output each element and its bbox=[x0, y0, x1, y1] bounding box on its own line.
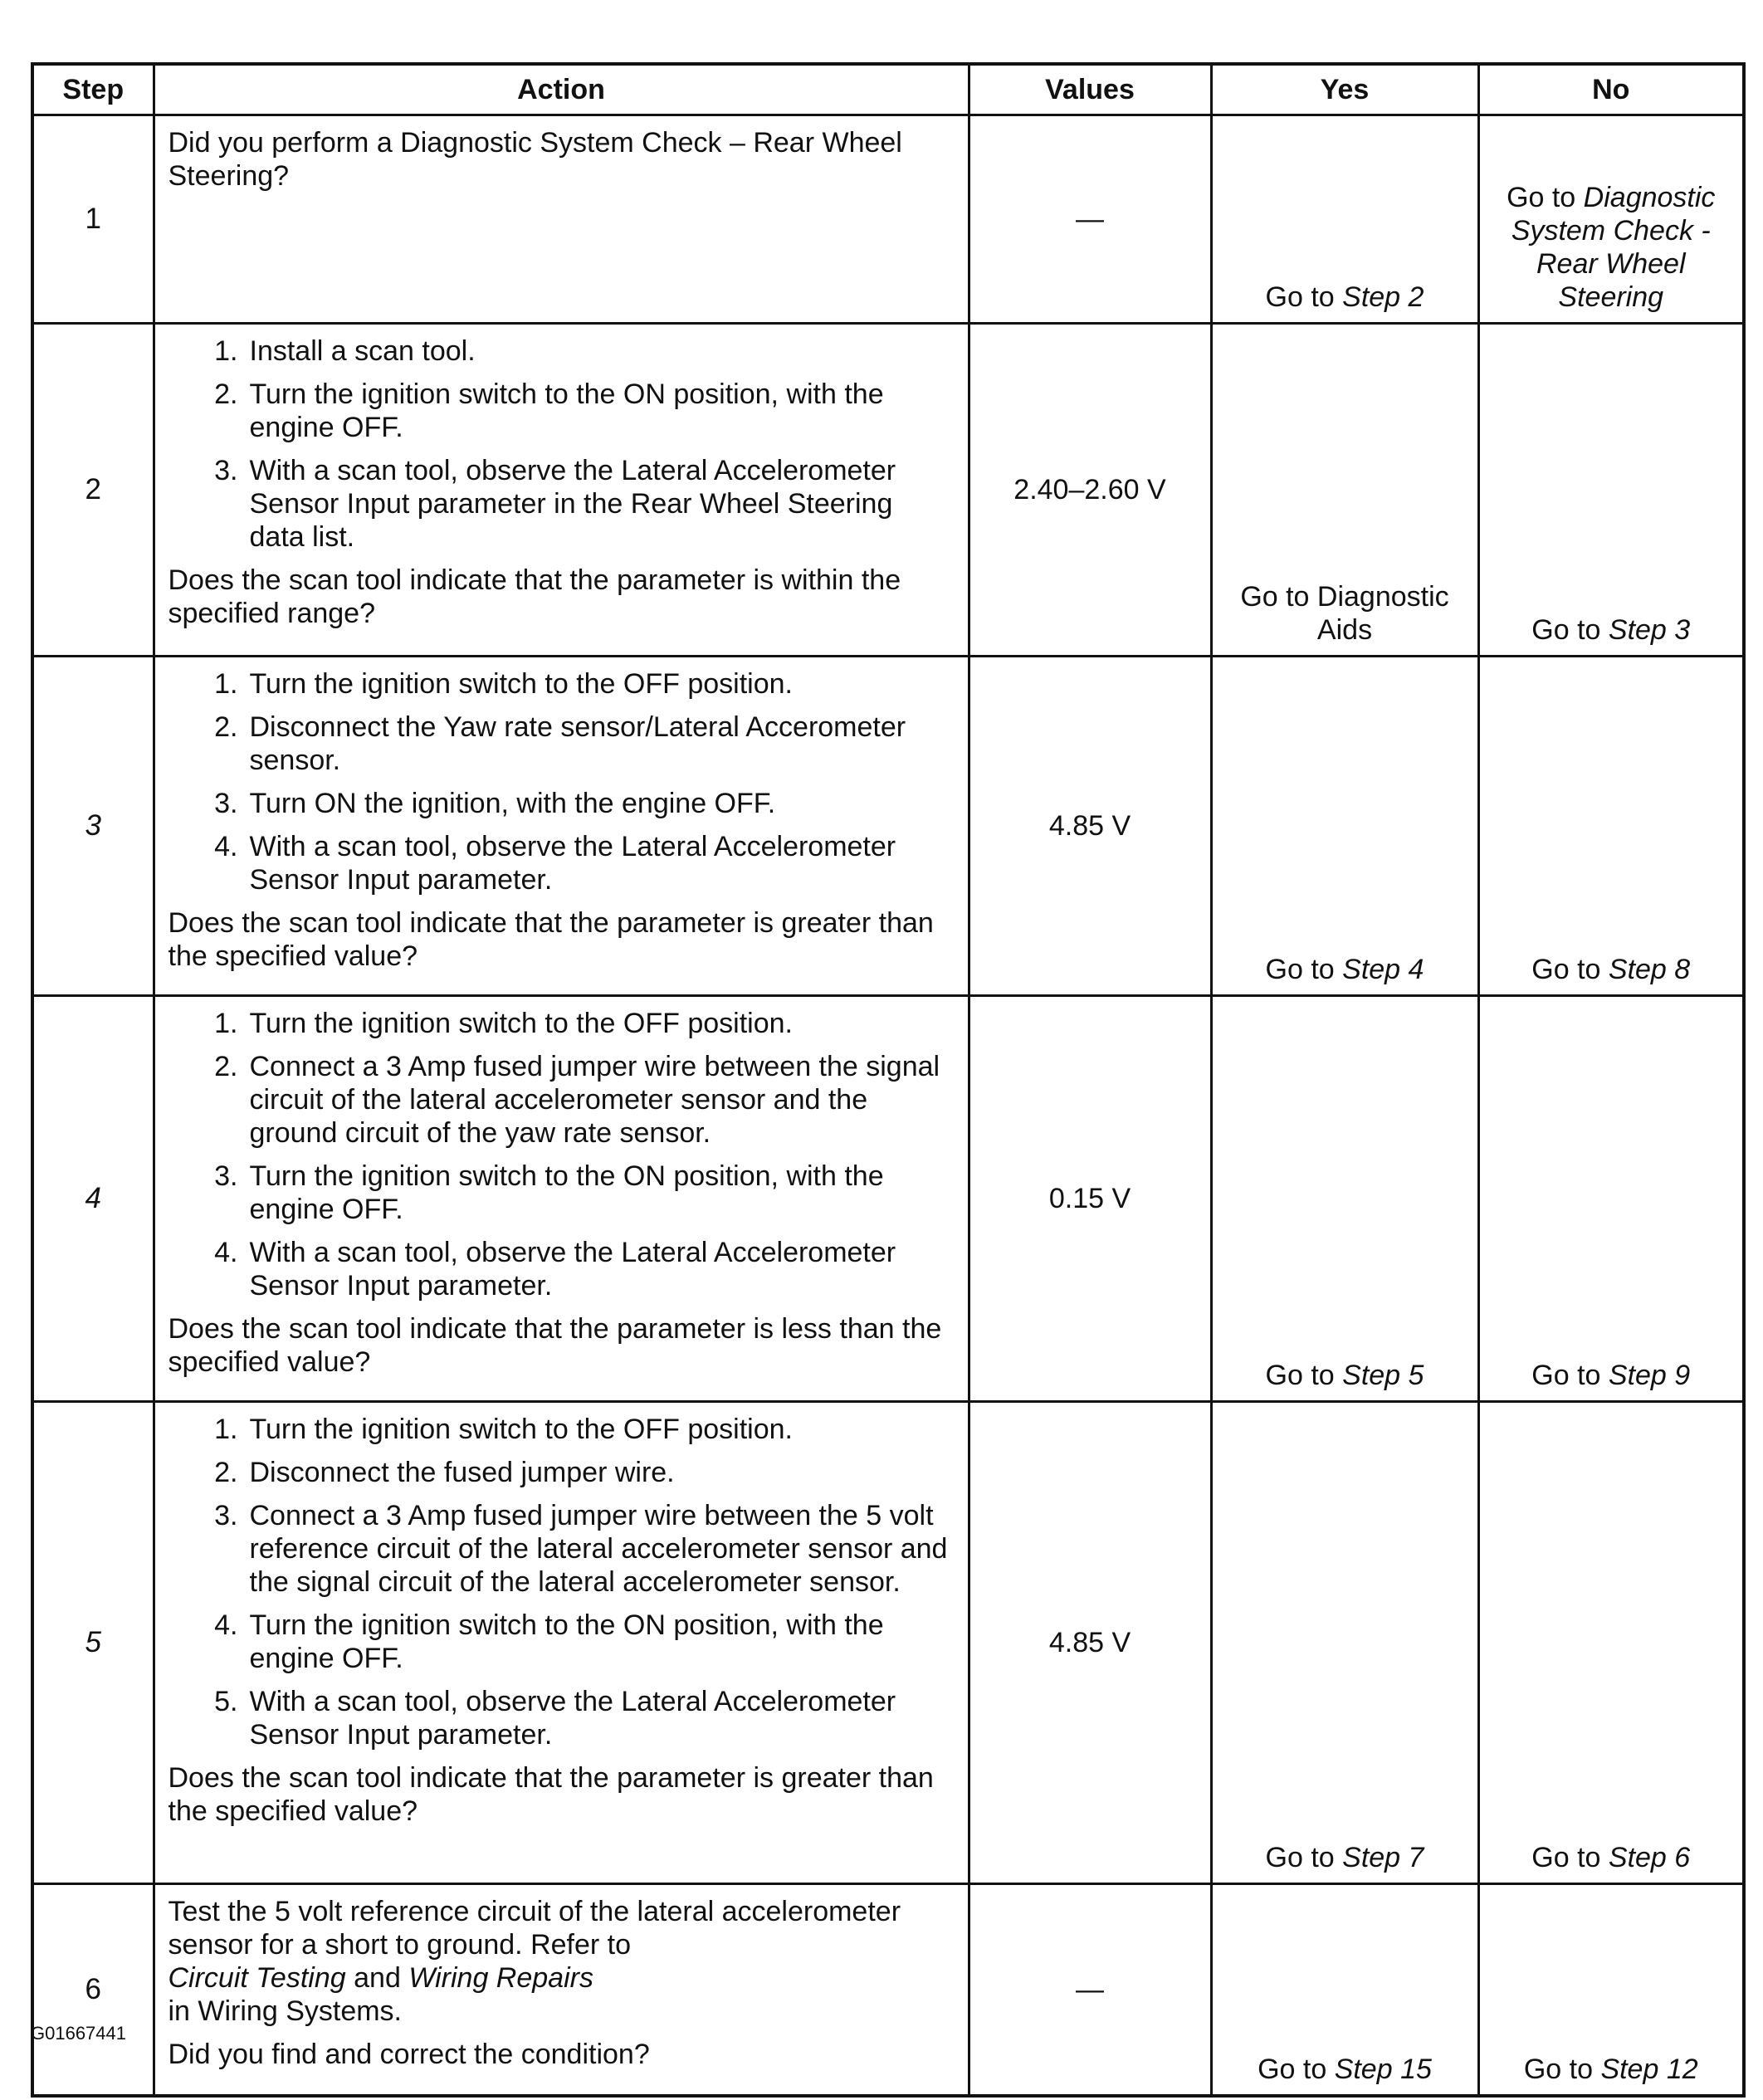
yes-link[interactable]: Step 5 bbox=[1342, 1360, 1424, 1391]
no-prefix: Go to bbox=[1531, 1842, 1609, 1873]
yes-prefix: Go to bbox=[1258, 2054, 1335, 2085]
instruction-item: 1. Turn the ignition switch to the OFF position. bbox=[214, 1008, 793, 1039]
diagnostic-table-container bbox=[31, 62, 1742, 2098]
instruction-list bbox=[168, 1007, 955, 1302]
action-cell bbox=[154, 1884, 969, 2097]
circuit-testing-link[interactable]: Circuit Testing bbox=[168, 1962, 346, 1994]
header-no: No bbox=[1478, 64, 1744, 115]
instruction-item: 3. Connect a 3 Amp fused jumper wire between the 5 volt reference circuit of the lateral accelerometer sensor and the signal circuit of the lateral accelerometer sensor. bbox=[214, 1500, 948, 1598]
no-link[interactable]: Step 8 bbox=[1608, 954, 1691, 985]
action-instruction: Test the 5 volt reference circuit of the lateral accelerometer sensor for a short to ground. Refer to Circuit Testing and Wiring Repairs in Wiring Systems. bbox=[168, 1896, 901, 2027]
step-number: 4 bbox=[32, 996, 154, 1402]
yes-prefix: Go to bbox=[1265, 1842, 1343, 1873]
yes-link[interactable]: Go to Diagnostic Aids bbox=[1240, 581, 1449, 646]
instruction-item: 5. With a scan tool, observe the Lateral Accelerometer Sensor Input parameter. bbox=[214, 1686, 896, 1751]
table-row bbox=[32, 657, 1744, 996]
table-row bbox=[32, 996, 1744, 1402]
instruction-item: 1. Install a scan tool. bbox=[214, 335, 476, 367]
action-cell bbox=[154, 115, 969, 324]
yes-cell bbox=[1211, 324, 1478, 657]
step-number: 2 bbox=[32, 324, 154, 657]
instruction-list bbox=[168, 1413, 955, 1751]
values-cell: — bbox=[969, 115, 1211, 324]
table-row bbox=[32, 1884, 1744, 2097]
action-cell bbox=[154, 324, 969, 657]
instruction-item: 4. With a scan tool, observe the Lateral Accelerometer Sensor Input parameter. bbox=[214, 831, 896, 896]
step-number: 1 bbox=[32, 115, 154, 324]
table-row bbox=[32, 1402, 1744, 1884]
action-question: Does the scan tool indicate that the parameter is within the specified range? bbox=[168, 564, 901, 629]
yes-link[interactable]: Step 15 bbox=[1334, 2054, 1432, 2085]
instruction-item: 1. Turn the ignition switch to the OFF position. bbox=[214, 1414, 793, 1445]
no-link[interactable]: Diagnostic System Check - Rear Wheel Steering bbox=[1511, 182, 1716, 313]
yes-link[interactable]: Step 2 bbox=[1342, 281, 1424, 313]
step-number: 3 bbox=[32, 657, 154, 996]
instruction-item: 2. Turn the ignition switch to the ON position, with the engine OFF. bbox=[214, 378, 884, 443]
instruction-item: 2. Connect a 3 Amp fused jumper wire between the signal circuit of the lateral accelerometer sensor and the ground circuit of the yaw rate sensor. bbox=[214, 1051, 940, 1149]
yes-cell bbox=[1211, 1402, 1478, 1884]
no-link[interactable]: Step 6 bbox=[1608, 1842, 1691, 1873]
yes-link[interactable]: Step 7 bbox=[1342, 1842, 1424, 1873]
instruction-item: 2. Disconnect the Yaw rate sensor/Lateral Accerometer sensor. bbox=[214, 711, 906, 776]
figure-id: G01667441 bbox=[31, 2023, 126, 2044]
values-cell: 2.40–2.60 V bbox=[969, 324, 1211, 657]
action-question: Did you perform a Diagnostic System Check – Rear Wheel Steering? bbox=[168, 127, 902, 192]
step-number: 5 bbox=[32, 1402, 154, 1884]
no-cell bbox=[1478, 996, 1744, 1402]
no-cell bbox=[1478, 115, 1744, 324]
yes-cell bbox=[1211, 657, 1478, 996]
action-question: Does the scan tool indicate that the parameter is greater than the specified value? bbox=[168, 907, 934, 972]
action-question: Did you find and correct the condition? bbox=[168, 2039, 650, 2070]
no-link[interactable]: Step 9 bbox=[1608, 1360, 1691, 1391]
action-cell bbox=[154, 657, 969, 996]
header-action: Action bbox=[154, 64, 969, 115]
table-row bbox=[32, 115, 1744, 324]
no-cell bbox=[1478, 657, 1744, 996]
yes-link[interactable]: Step 4 bbox=[1342, 954, 1424, 985]
yes-cell bbox=[1211, 996, 1478, 1402]
yes-prefix: Go to bbox=[1265, 954, 1343, 985]
wiring-repairs-link[interactable]: Wiring Repairs bbox=[408, 1962, 593, 1994]
yes-cell bbox=[1211, 115, 1478, 324]
instruction-item: 3. Turn ON the ignition, with the engine OFF. bbox=[214, 788, 776, 819]
instruction-list bbox=[168, 335, 955, 554]
no-cell bbox=[1478, 1884, 1744, 2097]
diagnostic-table bbox=[31, 62, 1746, 2098]
instruction-item: 2. Disconnect the fused jumper wire. bbox=[214, 1457, 675, 1488]
instruction-item: 3. With a scan tool, observe the Lateral Accelerometer Sensor Input parameter in the Rear Wheel Steering data list. bbox=[214, 455, 896, 553]
no-cell bbox=[1478, 1402, 1744, 1884]
instruction-item: 3. Turn the ignition switch to the ON position, with the engine OFF. bbox=[214, 1160, 884, 1225]
header-yes: Yes bbox=[1211, 64, 1478, 115]
instruction-item: 1. Turn the ignition switch to the OFF position. bbox=[214, 668, 793, 700]
values-cell: 0.15 V bbox=[969, 996, 1211, 1402]
action-question: Does the scan tool indicate that the parameter is less than the specified value? bbox=[168, 1313, 942, 1378]
values-cell: 4.85 V bbox=[969, 1402, 1211, 1884]
action-question: Does the scan tool indicate that the parameter is greater than the specified value? bbox=[168, 1762, 934, 1827]
header-step: Step bbox=[32, 64, 154, 115]
table-row bbox=[32, 324, 1744, 657]
yes-prefix: Go to bbox=[1265, 281, 1343, 313]
yes-prefix: Go to bbox=[1265, 1360, 1343, 1391]
no-link[interactable]: Step 3 bbox=[1608, 614, 1691, 646]
yes-cell bbox=[1211, 1884, 1478, 2097]
step-number: 6 bbox=[32, 1884, 154, 2097]
no-prefix: Go to bbox=[1531, 614, 1609, 646]
no-prefix: Go to bbox=[1531, 954, 1609, 985]
no-prefix: Go to bbox=[1523, 2054, 1601, 2085]
header-values: Values bbox=[969, 64, 1211, 115]
instruction-item: 4. Turn the ignition switch to the ON position, with the engine OFF. bbox=[214, 1609, 884, 1674]
values-cell: — bbox=[969, 1884, 1211, 2097]
header-row bbox=[32, 64, 1744, 115]
values-cell: 4.85 V bbox=[969, 657, 1211, 996]
no-cell bbox=[1478, 324, 1744, 657]
no-prefix: Go to bbox=[1531, 1360, 1609, 1391]
action-cell bbox=[154, 996, 969, 1402]
instruction-list bbox=[168, 667, 955, 896]
instruction-item: 4. With a scan tool, observe the Lateral Accelerometer Sensor Input parameter. bbox=[214, 1237, 896, 1302]
no-link[interactable]: Step 12 bbox=[1600, 2054, 1698, 2085]
action-cell bbox=[154, 1402, 969, 1884]
no-prefix: Go to bbox=[1507, 182, 1584, 213]
